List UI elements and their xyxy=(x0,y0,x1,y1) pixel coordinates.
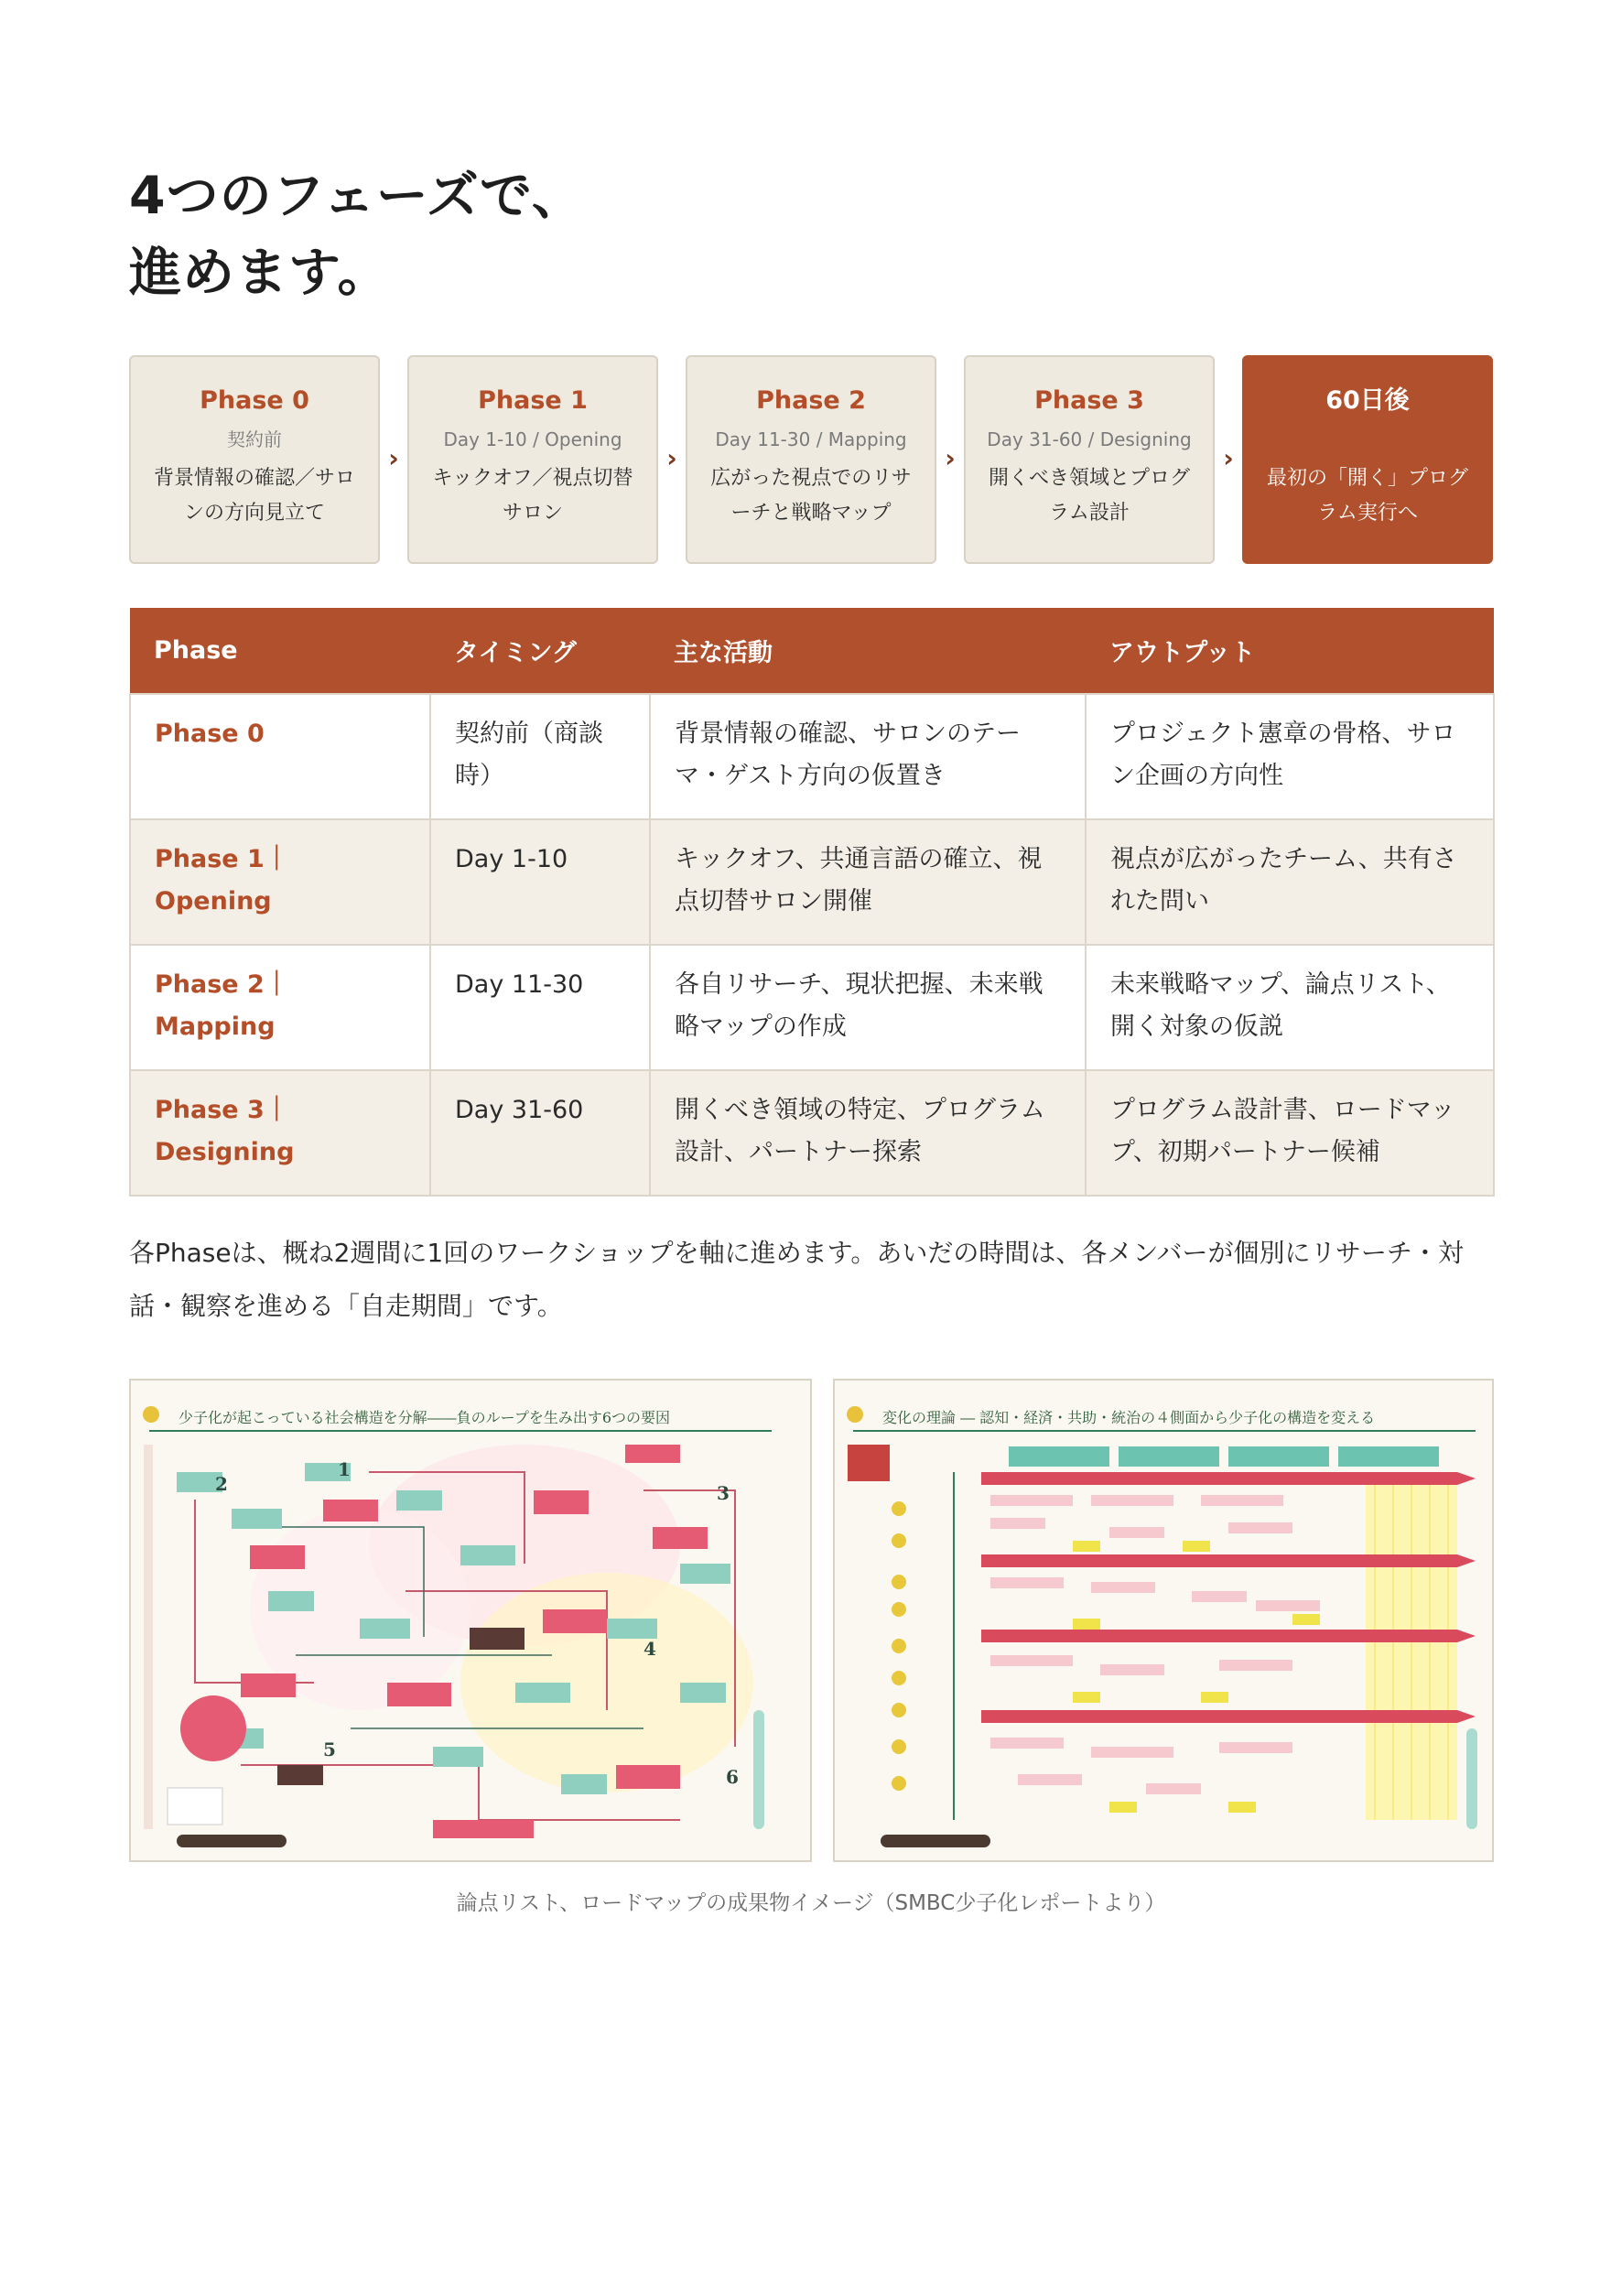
phase-card-2 xyxy=(686,355,936,564)
table-header-cell: タイミング xyxy=(430,608,650,694)
phase-card-1 xyxy=(407,355,658,564)
body-paragraph: 各Phaseは、概ね2週間に1回のワークショップを軸に進めます。あいだの時間は、各メンバーが個別にリサーチ・対話・観察を進める「自走期間」です。 xyxy=(129,1238,1464,1321)
phase-card-0 xyxy=(129,355,380,564)
table-cell-timing: 契約前（商談時） xyxy=(430,694,650,819)
phase-card-name: Phase 3 xyxy=(1034,386,1144,415)
report-image-heading: 変化の理論 ― 認知・経済・共助・統治の４側面から少子化の構造を変える xyxy=(882,1409,1376,1426)
phase-card-desc: キックオフ／視点切替サロン xyxy=(432,467,633,525)
chevron-right-icon: › xyxy=(388,443,399,473)
page-title-line-2: 進めます。 xyxy=(129,243,391,303)
phase-card-timing: Day 1-10 / Opening xyxy=(443,428,622,450)
phase-card-desc: 背景情報の確認／サロンの方向見立て xyxy=(153,467,355,525)
report-image-heading: 少子化が起こっている社会構造を分解――負のループを生み出す6つの要因 xyxy=(178,1409,671,1426)
svg-text:3: 3 xyxy=(717,1482,730,1504)
chevron-right-icon: › xyxy=(945,443,956,473)
table-cell-timing: Day 1-10 xyxy=(430,819,650,945)
report-image-footer-bar xyxy=(881,1835,990,1847)
svg-text:6: 6 xyxy=(726,1766,739,1788)
table-header-cell: アウトプット xyxy=(1086,608,1494,694)
table-cell-output: 視点が広がったチーム、共有された問い xyxy=(1086,819,1494,945)
phase-card-3 xyxy=(964,355,1215,564)
table-cell-timing: Day 11-30 xyxy=(430,945,650,1070)
table-cell-activity: 各自リサーチ、現状把握、未来戦略マップの作成 xyxy=(650,945,1086,1070)
phase-card-timing: Day 31-60 / Designing xyxy=(987,428,1192,450)
phase-card-desc: 広がった視点でのリサーチと戦略マップ xyxy=(710,467,912,525)
table-header-cell: Phase xyxy=(130,608,430,694)
image-caption: 論点リスト、ロードマップの成果物イメージ（SMBC少子化レポートより） xyxy=(456,1891,1166,1915)
table-header-cell: 主な活動 xyxy=(650,608,1086,694)
table-cell-output: 未来戦略マップ、論点リスト、開く対象の仮説 xyxy=(1086,945,1494,1070)
svg-text:1: 1 xyxy=(338,1458,351,1480)
table-cell-activity: キックオフ、共通言語の確立、視点切替サロン開催 xyxy=(650,819,1086,945)
report-image-structure-map xyxy=(129,1379,812,1862)
svg-text:2: 2 xyxy=(215,1473,228,1495)
phase-card-desc: 最初の「開く」プログラム実行へ xyxy=(1266,467,1468,525)
table-cell-timing: Day 31-60 xyxy=(430,1070,650,1196)
structure-map-graphic xyxy=(131,1381,812,1862)
phase-card-name: Phase 2 xyxy=(756,386,866,415)
phase-table xyxy=(129,608,1495,1197)
table-row xyxy=(130,945,1494,1070)
phase-card-name: Phase 1 xyxy=(478,386,588,415)
table-cell-activity: 背景情報の確認、サロンのテーマ・ゲスト方向の仮置き xyxy=(650,694,1086,819)
table-cell-phase: Phase 3｜Designing xyxy=(130,1070,430,1196)
table-cell-phase: Phase 2｜Mapping xyxy=(130,945,430,1070)
phase-card-timing: 契約前 xyxy=(227,428,282,450)
roadmap-graphic xyxy=(835,1381,1494,1862)
phase-card-name: 60日後 xyxy=(1325,386,1410,415)
phase-card-name: Phase 0 xyxy=(200,386,309,415)
chevron-right-icon: › xyxy=(666,443,677,473)
phase-card-desc: 開くべき領域とプログラム設計 xyxy=(988,467,1190,525)
chevron-right-icon: › xyxy=(1223,443,1234,473)
table-row xyxy=(130,1070,1494,1196)
svg-text:5: 5 xyxy=(323,1738,336,1760)
table-cell-output: プログラム設計書、ロードマップ、初期パートナー候補 xyxy=(1086,1070,1494,1196)
page-title xyxy=(129,157,585,311)
report-image-roadmap xyxy=(833,1379,1494,1862)
table-cell-activity: 開くべき領域の特定、プログラム設計、パートナー探索 xyxy=(650,1070,1086,1196)
table-header-row xyxy=(130,608,1494,694)
table-cell-output: プロジェクト憲章の骨格、サロン企画の方向性 xyxy=(1086,694,1494,819)
page-title-line-1: 4つのフェーズで、 xyxy=(129,166,585,226)
table-cell-phase: Phase 0 xyxy=(130,694,430,819)
table-row xyxy=(130,819,1494,945)
phase-flow xyxy=(129,355,1493,564)
phase-card-timing: Day 11-30 / Mapping xyxy=(715,428,907,450)
svg-text:4: 4 xyxy=(643,1638,656,1660)
table-row xyxy=(130,694,1494,819)
report-image-footer-bar xyxy=(177,1835,287,1847)
phase-card-final xyxy=(1242,355,1493,564)
table-cell-phase: Phase 1｜Opening xyxy=(130,819,430,945)
